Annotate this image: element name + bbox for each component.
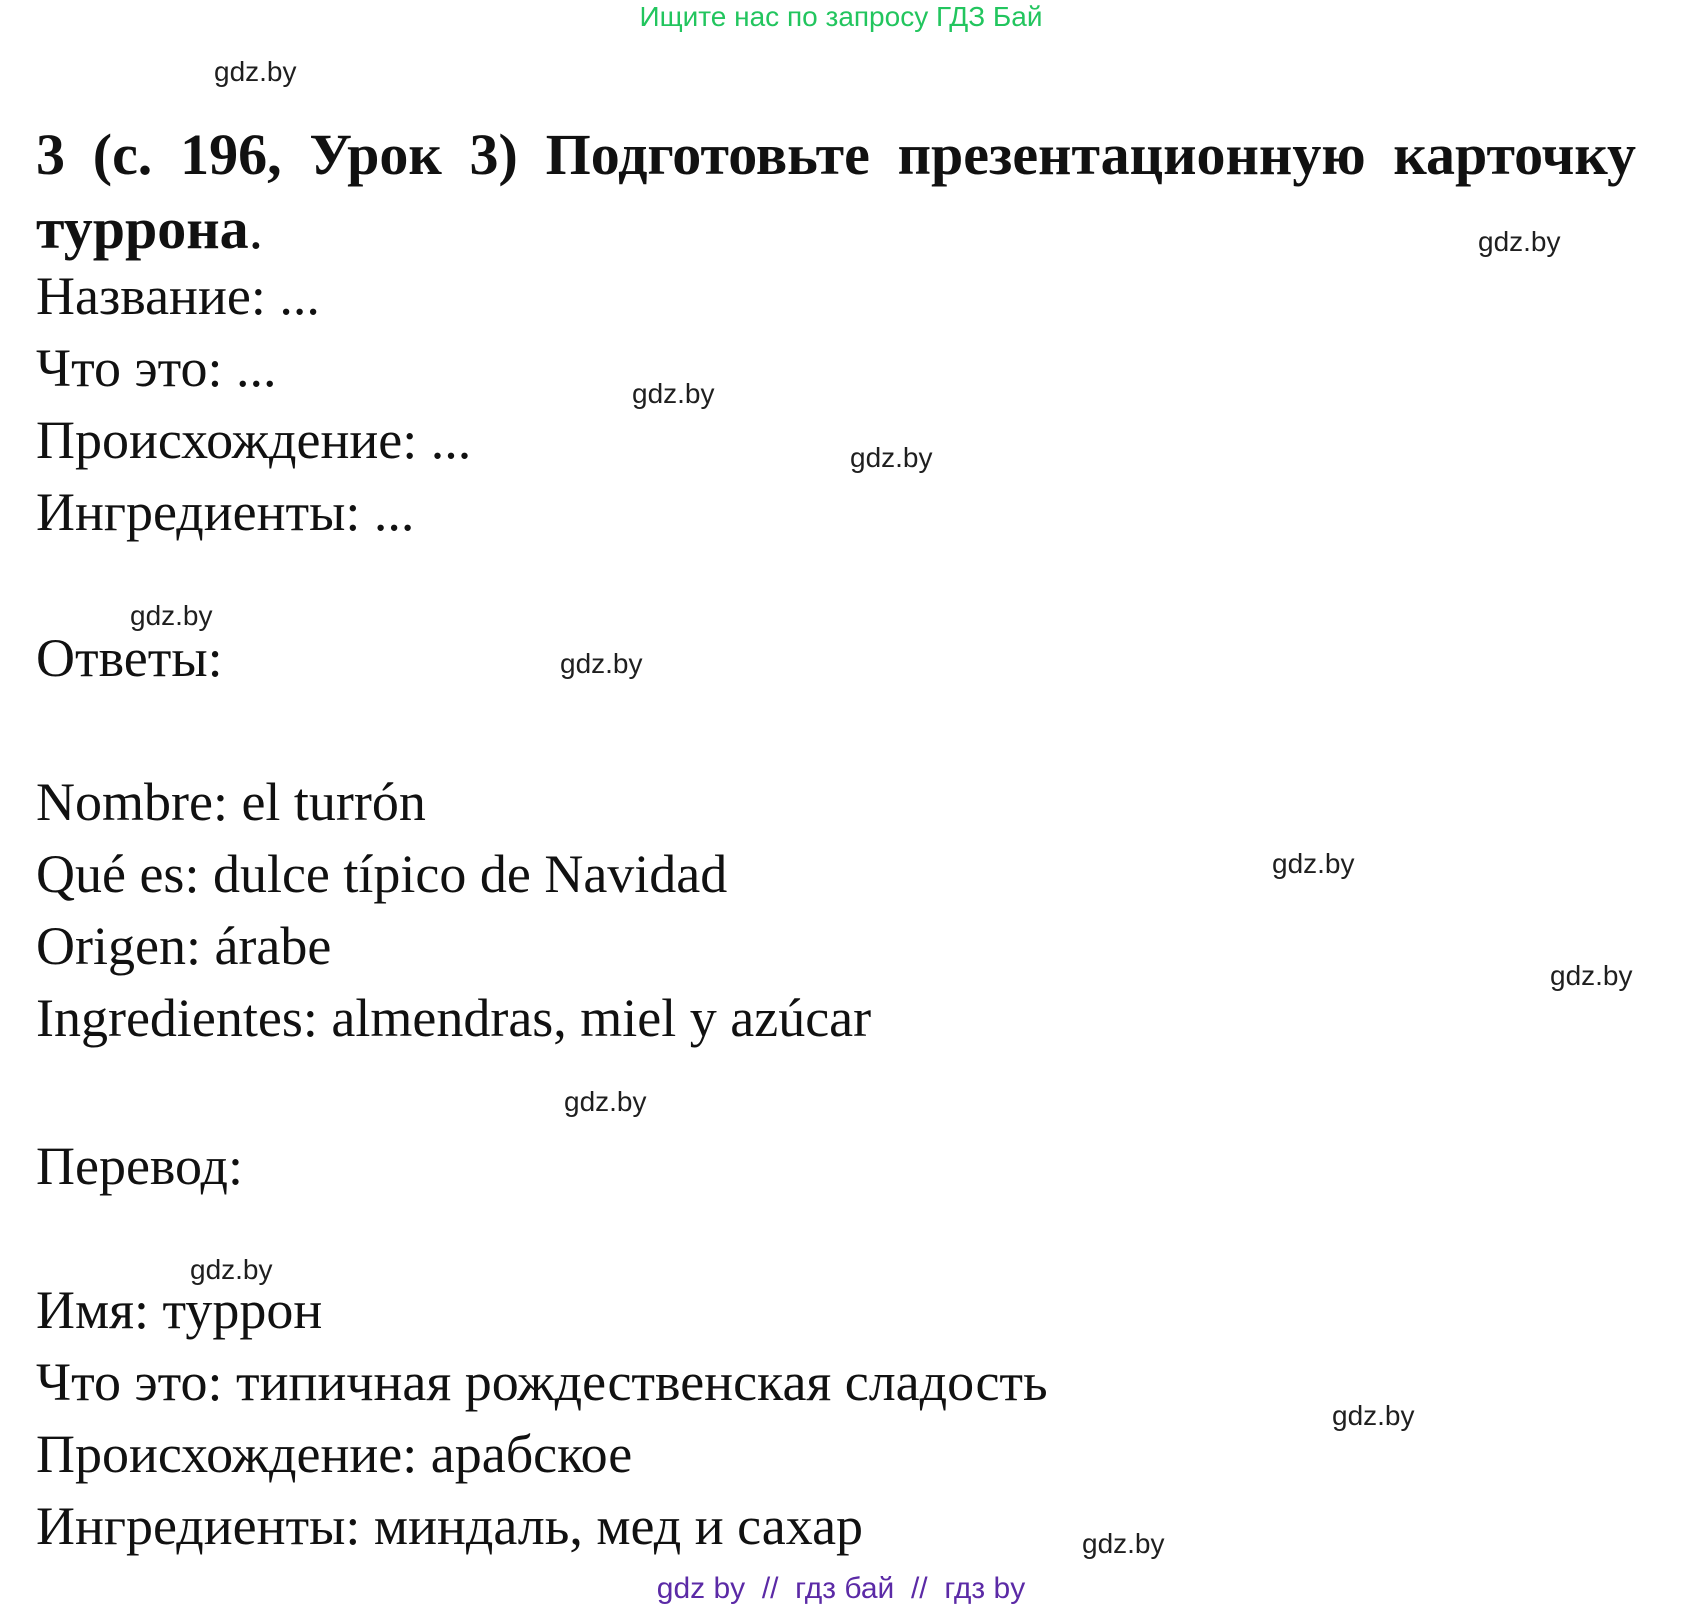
watermark: gdz.by (190, 1254, 273, 1285)
watermark: gdz.by (1272, 848, 1355, 879)
translation-line: Ингредиенты: миндаль, мед и сахар (36, 1496, 864, 1556)
watermark: gdz.by (1550, 960, 1633, 991)
watermark: gdz.by (1082, 1528, 1165, 1559)
template-field-what: Что это: ... (36, 338, 277, 398)
translation-heading: Перевод: (36, 1136, 243, 1196)
answer-line: Qué es: dulce típico de Navidad (36, 844, 728, 904)
task-title-text: 3 (с. 196, Урок 3) Подготовьте презентационную карточку туррона (36, 122, 1636, 261)
answer-line: Origen: árabe (36, 916, 332, 976)
task-title (36, 118, 1636, 266)
task-title-period: . (248, 196, 264, 261)
watermark: gdz.by (214, 56, 297, 87)
answer-line: Nombre: el turrón (36, 772, 426, 832)
footer-links: gdz by // гдз бай // гдз by (656, 1572, 1026, 1605)
watermark: gdz.by (130, 600, 213, 631)
answers-heading: Ответы: (36, 628, 223, 688)
watermark: gdz.by (1478, 226, 1561, 257)
answer-line: Ingredientes: almendras, miel y azúcar (36, 988, 872, 1048)
watermark: gdz.by (560, 648, 643, 679)
translation-line: Что это: типичная рождественская сладость (36, 1352, 1048, 1412)
template-field-name: Название: ... (36, 266, 320, 326)
search-banner: Ищите нас по запросу ГДЗ Бай (639, 1, 1043, 32)
translation-line: Происхождение: арабское (36, 1424, 633, 1484)
template-field-origin: Происхождение: ... (36, 410, 472, 470)
watermark: gdz.by (564, 1086, 647, 1117)
watermark: gdz.by (632, 378, 715, 409)
template-field-ingredients: Ингредиенты: ... (36, 482, 415, 542)
watermark: gdz.by (850, 442, 933, 473)
watermark: gdz.by (1332, 1400, 1415, 1431)
translation-line: Имя: туррон (36, 1280, 323, 1340)
